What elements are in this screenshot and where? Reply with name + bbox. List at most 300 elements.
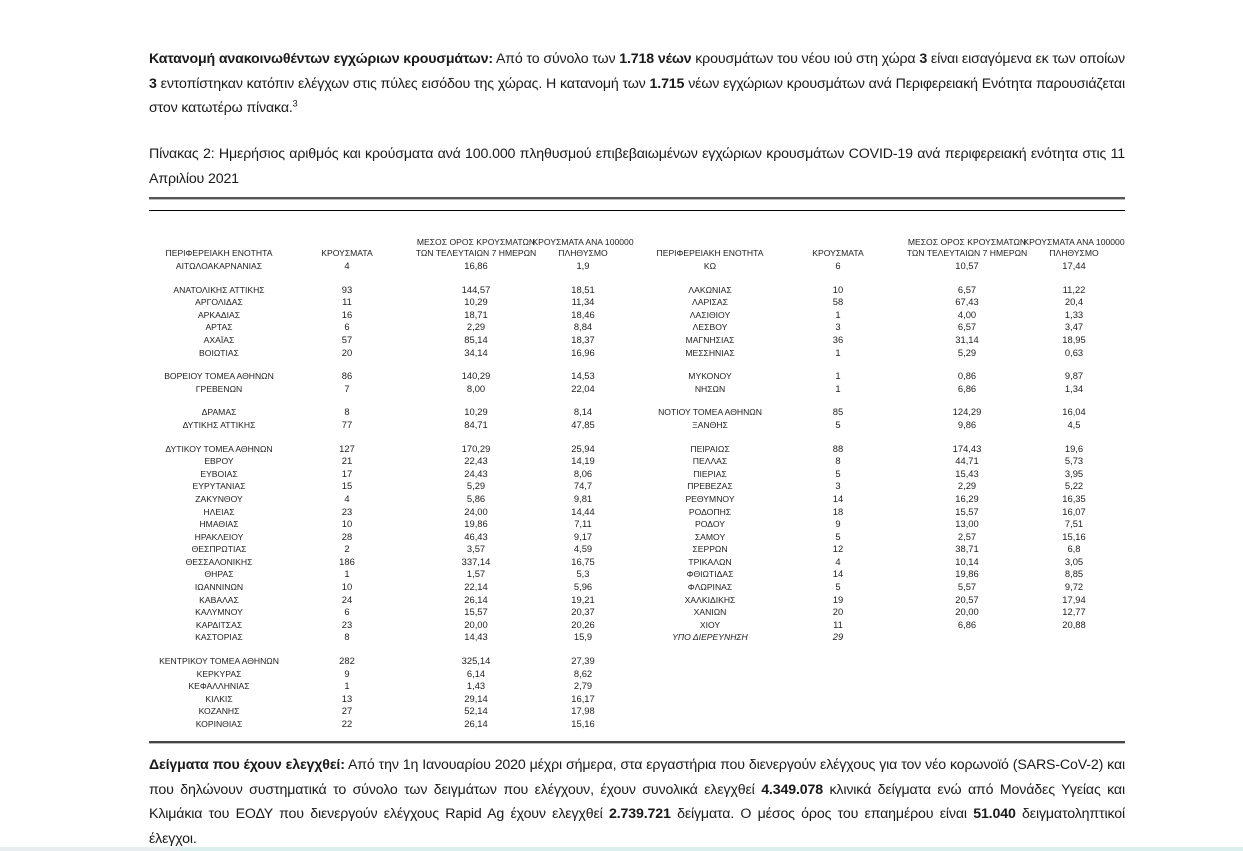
- per100k-cell: 18,37: [571, 333, 595, 345]
- avg7-cell: 9,86: [957, 418, 977, 430]
- cases-cell: 8: [344, 631, 350, 643]
- table-row: [149, 321, 639, 334]
- cases-cell: 22: [341, 718, 353, 729]
- cases-cell: 28: [341, 530, 353, 542]
- per100k-cell: 20,88: [1062, 618, 1086, 630]
- region-cell: ΜΑΓΝΗΣΙΑΣ: [685, 334, 735, 345]
- avg7-cell: 170,29: [461, 442, 491, 454]
- per100k-cell: 9,87: [1064, 370, 1084, 382]
- footnote-marker[interactable]: 3: [292, 98, 298, 109]
- avg7-cell: 6,86: [957, 382, 977, 394]
- table-row: [640, 506, 1126, 519]
- per100k-cell: 8,14: [573, 406, 593, 418]
- cases-cell: 29: [832, 631, 844, 643]
- per100k-cell: 14,53: [571, 370, 595, 382]
- avg7-cell: 24,00: [464, 505, 488, 517]
- region-cell: ΚΕΡΚΥΡΑΣ: [196, 668, 242, 679]
- per100k-cell: 1,34: [1064, 382, 1084, 394]
- cases-cell: 1: [344, 680, 350, 692]
- paragraph-heading: Δείγματα που έχουν ελεγχθεί:: [149, 757, 345, 773]
- table-row: [640, 383, 1126, 396]
- per100k-cell: 5,73: [1064, 455, 1084, 467]
- avg7-cell: 6,57: [957, 283, 977, 295]
- avg7-cell: 31,14: [955, 333, 979, 345]
- cases-cell: 85: [832, 406, 844, 418]
- cases-cell: 6: [344, 321, 350, 333]
- avg7-cell: 52,14: [464, 705, 488, 717]
- per100k-cell: 0,63: [1064, 346, 1084, 358]
- table-top-rule: [149, 197, 1125, 200]
- samples-tested-paragraph: Δείγματα που έχουν ελεγχθεί: Από την 1η Ιανουαρίου 2020 μέχρι σήμερα, στα εργαστήρια που διενεργούν ελέγχους για τον νέο κορωνοϊό (SARS-CoV-2) και που δηλώνουν συστηματικά το σύνολο των δειγμάτων που ελέγχουν, έχουν συνολικά ελεγχθεί 4.349.078 κλινικά δείγματα ενώ από Μονάδες Υγείας και Κλιμάκια του ΕΟΔΥ που διενεργούν ελέγχους Rapid Ag έχουν ελεγχθεί 2.739.721 δείγματα. Ο μέσος όρος του επαημέρου είναι 51.040 δειγματοληπτικοί έλεγχοι.: [149, 757, 1125, 847]
- per100k-cell: 1,9: [576, 260, 590, 271]
- region-cell: ΙΩΑΝΝΙΝΩΝ: [194, 582, 244, 593]
- per100k-cell: 6,8: [1067, 543, 1081, 555]
- avg7-cell: 10,14: [955, 555, 979, 567]
- per100k-cell: 11,34: [571, 296, 595, 308]
- region-cell: ΚΟΖΑΝΗΣ: [198, 706, 240, 717]
- region-cell: ΦΛΩΡΙΝΑΣ: [687, 582, 733, 593]
- avg7-cell: 19,86: [955, 568, 979, 580]
- avg7-cell: 2,29: [957, 480, 977, 492]
- cases-cell: 10: [832, 283, 844, 295]
- per100k-cell: 12,77: [1062, 606, 1086, 618]
- region-cell: ΝΟΤΙΟΥ ΤΟΜΕΑ ΑΘΗΝΩΝ: [658, 407, 762, 418]
- table-row: [149, 693, 639, 706]
- avg7-cell: 2,57: [957, 530, 977, 542]
- table-row: [149, 296, 639, 309]
- per100k-cell: 16,96: [571, 346, 595, 358]
- table-row: [149, 406, 639, 419]
- table-row: [149, 455, 639, 468]
- avg7-cell: 3,57: [466, 543, 486, 555]
- per100k-cell: 19,21: [571, 593, 595, 605]
- table-row: [640, 594, 1126, 607]
- per100k-cell: 20,4: [1064, 296, 1084, 308]
- per100k-cell: 8,62: [573, 667, 593, 679]
- region-cell: ΕΥΡΥΤΑΝΙΑΣ: [192, 481, 246, 492]
- region-cell: ΑΡΚΑΔΙΑΣ: [197, 309, 241, 320]
- region-cell: ΗΡΑΚΛΕΙΟΥ: [194, 531, 244, 542]
- per100k-cell: 8,06: [573, 467, 593, 479]
- table-body-right: [640, 260, 1126, 644]
- cases-cell: 77: [341, 418, 353, 430]
- avg7-cell: 38,71: [955, 543, 979, 555]
- header-cases: ΚΡΟΥΣΜΑΤΑ: [812, 247, 864, 258]
- region-cell: ΛΑΡΙΣΑΣ: [692, 297, 728, 308]
- region-cell: ΚΩ: [703, 261, 717, 271]
- avg7-cell: 6,57: [957, 321, 977, 333]
- table-row: [640, 296, 1126, 309]
- per100k-cell: 15,16: [1062, 530, 1086, 542]
- avg7-cell: 85,14: [464, 333, 488, 345]
- avg7-cell: 84,71: [464, 418, 488, 430]
- cases-cell: 20: [341, 346, 353, 358]
- avg7-cell: 10,29: [464, 406, 488, 418]
- table-row: [149, 506, 639, 519]
- per100k-cell: 3,05: [1064, 555, 1084, 567]
- table-row: [149, 531, 639, 544]
- table-row: [640, 619, 1126, 632]
- cases-cell: 1: [835, 370, 841, 382]
- paragraph-heading: Κατανομή ανακοινωθέντων εγχώριων κρουσμάτων:: [149, 51, 493, 67]
- table-row: [640, 581, 1126, 594]
- table-row: [640, 480, 1126, 493]
- cases-cell: 23: [341, 505, 353, 517]
- per100k-cell: 16,75: [571, 555, 595, 567]
- cases-cell: 57: [341, 333, 353, 345]
- avg7-cell: 10,57: [955, 260, 979, 271]
- per100k-cell: 8,85: [1064, 568, 1084, 580]
- table-row: [640, 531, 1126, 544]
- region-cell: ΧΙΟΥ: [699, 619, 721, 630]
- avg7-cell: 20,00: [464, 618, 488, 630]
- cases-cell: 24: [341, 593, 353, 605]
- cases-cell: 1: [835, 346, 841, 358]
- cases-cell: 58: [832, 296, 844, 308]
- table-row: [149, 556, 639, 569]
- avg7-cell: 10,29: [464, 296, 488, 308]
- avg7-cell: 34,14: [464, 346, 488, 358]
- per100k-cell: 5,96: [573, 581, 593, 593]
- region-cell: ΡΟΔΟΠΗΣ: [688, 506, 732, 517]
- avg7-cell: 20,57: [955, 593, 979, 605]
- table-header-rule: [149, 210, 1125, 211]
- region-cell: ΜΕΣΣΗΝΙΑΣ: [685, 347, 735, 358]
- region-cell: ΑΝΑΤΟΛΙΚΗΣ ΑΤΤΙΚΗΣ: [173, 284, 265, 295]
- per100k-cell: 9,81: [573, 492, 593, 504]
- region-cell: ΧΑΛΚΙΔΙΚΗΣ: [684, 594, 736, 605]
- table-row: [149, 668, 639, 681]
- cases-cell: 8: [835, 455, 841, 467]
- table-header: [149, 222, 639, 260]
- cases-cell: 1: [344, 568, 350, 580]
- table-row: [149, 606, 639, 619]
- region-cell: ΦΘΙΩΤΙΔΑΣ: [686, 569, 734, 580]
- region-cell: ΔΡΑΜΑΣ: [201, 407, 237, 418]
- header-avg7: ΜΕΣΟΣ ΟΡΟΣ ΚΡΟΥΣΜΑΤΩΝ ΤΩΝ ΤΕΛΕΥΤΑΙΩΝ 7 ΗΜΕΡΩΝ: [906, 237, 1028, 258]
- per100k-cell: 11,22: [1062, 283, 1086, 295]
- avg7-cell: 67,43: [955, 296, 979, 308]
- table-caption: Πίνακας 2: Ημερήσιος αριθμός και κρούσματα ανά 100.000 πληθυσμού επιβεβαιωμένων εγχώριων κρουσμάτων COVID-19 ανά περιφερειακή ενότητα στις 11 Απριλίου 2021: [149, 146, 1125, 187]
- region-cell: ΘΗΡΑΣ: [204, 569, 234, 580]
- header-per100k: ΚΡΟΥΣΜΑΤΑ ΑΝΑ 100000 ΠΛΗΘΥΣΜΟ: [1023, 237, 1125, 258]
- table-row: [149, 334, 639, 347]
- region-cell: ΡΟΔΟΥ: [695, 519, 725, 530]
- avg7-cell: 337,14: [461, 555, 491, 567]
- cases-cell: 9: [835, 518, 841, 530]
- avg7-cell: 8,00: [466, 382, 486, 394]
- avg7-cell: 1,43: [466, 680, 486, 692]
- table-row: [640, 443, 1126, 456]
- table-row: [149, 284, 639, 297]
- region-cell: ΑΧΑΪΑΣ: [203, 334, 235, 345]
- table-row: [149, 594, 639, 607]
- table-row: [149, 383, 639, 396]
- region-cell: ΚΕΝΤΡΙΚΟΥ ΤΟΜΕΑ ΑΘΗΝΩΝ: [159, 656, 279, 667]
- cases-cell: 4: [344, 492, 350, 504]
- per100k-cell: 20,37: [571, 606, 595, 618]
- table-row: [640, 334, 1126, 347]
- per100k-cell: 18,95: [1062, 333, 1086, 345]
- table-row: [149, 468, 639, 481]
- header-region: ΠΕΡΙΦΕΡΕΙΑΚΗ ΕΝΟΤΗΤΑ: [165, 247, 273, 258]
- region-cell: ΜΥΚΟΝΟΥ: [688, 371, 732, 382]
- region-cell: ΛΑΚΩΝΙΑΣ: [688, 284, 732, 295]
- avg7-cell: 15,57: [464, 606, 488, 618]
- region-cell: ΑΙΤΩΛΟΑΚΑΡΝΑΝΙΑΣ: [175, 261, 263, 271]
- table-header: [640, 222, 1126, 260]
- table-row: [640, 568, 1126, 581]
- avg7-cell: 15,43: [955, 467, 979, 479]
- table-row: [149, 309, 639, 322]
- region-cell: ΓΡΕΒΕΝΩΝ: [195, 383, 243, 394]
- region-cell: ΕΥΒΟΙΑΣ: [200, 468, 238, 479]
- table-row: [149, 705, 639, 718]
- per100k-cell: 18,46: [571, 308, 595, 320]
- table-row: [149, 493, 639, 506]
- avg7-cell: 1,57: [466, 568, 486, 580]
- table-body-left: [149, 260, 639, 731]
- region-cell: ΚΟΡΙΝΘΙΑΣ: [195, 719, 243, 729]
- cases-cell: 2: [344, 543, 350, 555]
- cases-cell: 5: [835, 581, 841, 593]
- cases-cell: 23: [341, 618, 353, 630]
- avg7-cell: 44,71: [955, 455, 979, 467]
- cases-cell: 282: [339, 655, 355, 667]
- region-cell: ΑΡΤΑΣ: [205, 322, 233, 333]
- region-cell: ΚΕΦΑΛΛΗΝΙΑΣ: [188, 681, 250, 692]
- cases-cell: 17: [341, 467, 353, 479]
- per100k-cell: 17,44: [1062, 260, 1086, 271]
- avg7-cell: 46,43: [464, 530, 488, 542]
- cases-cell: 186: [339, 555, 355, 567]
- table-row: [149, 543, 639, 556]
- cases-cell: 88: [832, 442, 844, 454]
- region-cell: ΚΑΡΔΙΤΣΑΣ: [195, 619, 243, 630]
- table-row: [149, 347, 639, 360]
- cases-cell: 10: [341, 581, 353, 593]
- per100k-cell: 5,3: [576, 568, 590, 580]
- per100k-cell: 3,47: [1064, 321, 1084, 333]
- per100k-cell: 15,16: [571, 718, 595, 729]
- region-cell: ΑΡΓΟΛΙΔΑΣ: [195, 297, 243, 308]
- avg7-cell: 325,14: [461, 655, 491, 667]
- region-cell: ΒΟΡΕΙΟΥ ΤΟΜΕΑ ΑΘΗΝΩΝ: [164, 371, 274, 382]
- avg7-cell: 5,29: [466, 480, 486, 492]
- region-cell: ΡΕΘΥΜΝΟΥ: [685, 493, 735, 504]
- per100k-cell: 5,22: [1064, 480, 1084, 492]
- cases-cell: 21: [341, 455, 353, 467]
- cases-cell: 27: [341, 705, 353, 717]
- region-cell: ΚΑΣΤΟΡΙΑΣ: [195, 632, 243, 643]
- region-cell: ΛΕΣΒΟΥ: [692, 322, 728, 333]
- cases-cell: 15: [341, 480, 353, 492]
- avg7-cell: 26,14: [464, 593, 488, 605]
- region-cell: ΣΕΡΡΩΝ: [692, 544, 728, 555]
- avg7-cell: 5,29: [957, 346, 977, 358]
- table-row: [640, 309, 1126, 322]
- per100k-cell: 27,39: [571, 655, 595, 667]
- cases-cell: 16: [341, 308, 353, 320]
- per100k-cell: 20,26: [571, 618, 595, 630]
- avg7-cell: 19,86: [464, 518, 488, 530]
- avg7-cell: 140,29: [461, 370, 491, 382]
- avg7-cell: 174,43: [952, 442, 982, 454]
- per100k-cell: 22,04: [571, 382, 595, 394]
- per100k-cell: 4,5: [1067, 418, 1081, 430]
- per100k-cell: 25,94: [571, 442, 595, 454]
- avg7-cell: 144,57: [461, 283, 491, 295]
- region-cell: ΧΑΝΙΩΝ: [693, 607, 727, 618]
- cases-cell: 1: [835, 382, 841, 394]
- cases-cell: 6: [344, 606, 350, 618]
- per100k-cell: 17,94: [1062, 593, 1086, 605]
- cases-cell: 3: [835, 321, 841, 333]
- header-cases: ΚΡΟΥΣΜΑΤΑ: [321, 247, 373, 258]
- cases-cell: 19: [832, 593, 844, 605]
- cases-cell: 12: [832, 543, 844, 555]
- regions-table-left: [149, 222, 639, 731]
- cases-cell: 5: [835, 418, 841, 430]
- region-cell: ΠΕΛΛΑΣ: [692, 456, 728, 467]
- region-cell: ΗΛΕΙΑΣ: [203, 506, 235, 517]
- cases-cell: 10: [341, 518, 353, 530]
- per100k-cell: 16,17: [571, 692, 595, 704]
- per100k-cell: 16,35: [1062, 492, 1086, 504]
- table-row: [149, 581, 639, 594]
- table-row: [640, 321, 1126, 334]
- cases-cell: 11: [833, 618, 843, 630]
- cases-cell: 18: [832, 505, 844, 517]
- cases-cell: 93: [341, 283, 353, 295]
- cases-cell: 11: [342, 296, 352, 308]
- cases-cell: 7: [344, 382, 350, 394]
- region-cell: ΘΕΣΠΡΩΤΙΑΣ: [191, 544, 247, 555]
- table-row: [640, 606, 1126, 619]
- per100k-cell: 7,11: [574, 518, 592, 530]
- per100k-cell: 3,95: [1064, 467, 1084, 479]
- region-cell: ΛΑΣΙΘΙΟΥ: [689, 309, 731, 320]
- per100k-cell: 14,44: [571, 505, 595, 517]
- region-cell: ΚΑΛΥΜΝΟΥ: [195, 607, 243, 618]
- per100k-cell: 16,07: [1062, 505, 1086, 517]
- avg7-cell: 15,57: [955, 505, 979, 517]
- avg7-cell: 0,86: [957, 370, 977, 382]
- table-row: [149, 619, 639, 632]
- per100k-cell: 8,84: [573, 321, 593, 333]
- cases-cell: 86: [341, 370, 353, 382]
- per100k-cell: 9,17: [573, 530, 593, 542]
- table-row: [640, 556, 1126, 569]
- per100k-cell: 16,04: [1062, 406, 1086, 418]
- avg7-cell: 22,43: [464, 455, 488, 467]
- cases-cell: 4: [344, 260, 350, 271]
- avg7-cell: 16,86: [464, 260, 488, 271]
- avg7-cell: 124,29: [952, 406, 982, 418]
- region-cell: ΣΑΜΟΥ: [694, 531, 726, 542]
- per100k-cell: 19,6: [1064, 442, 1084, 454]
- per100k-cell: 9,72: [1064, 581, 1084, 593]
- cases-cell: 14: [832, 492, 844, 504]
- table-row: [149, 518, 639, 531]
- per100k-cell: 15,9: [573, 631, 593, 643]
- window-bottom-edge: [0, 847, 1243, 851]
- avg7-cell: 26,14: [464, 718, 488, 729]
- per100k-cell: 14,19: [571, 455, 595, 467]
- avg7-cell: 16,29: [955, 492, 979, 504]
- table-row: [149, 419, 639, 432]
- region-cell: ΞΑΝΘΗΣ: [692, 419, 728, 430]
- per100k-cell: 7,51: [1064, 518, 1084, 530]
- per100k-cell: 4,59: [573, 543, 593, 555]
- region-cell: ΗΜΑΘΙΑΣ: [199, 519, 239, 530]
- region-cell: ΒΟΙΩΤΙΑΣ: [199, 347, 239, 358]
- avg7-cell: 18,71: [464, 308, 488, 320]
- regions-table-right: [640, 222, 1126, 644]
- table-row: [640, 370, 1126, 383]
- table-bottom-rule: [149, 741, 1125, 744]
- table-row: [149, 443, 639, 456]
- avg7-cell: 5,86: [466, 492, 486, 504]
- cases-cell: 6: [835, 260, 841, 271]
- avg7-cell: 13,00: [955, 518, 979, 530]
- avg7-cell: 22,14: [464, 581, 488, 593]
- avg7-cell: 2,29: [466, 321, 486, 333]
- per100k-cell: 1,33: [1064, 308, 1084, 320]
- cases-cell: 13: [341, 692, 353, 704]
- avg7-cell: 6,86: [957, 618, 977, 630]
- region-cell: ΚΙΛΚΙΣ: [205, 693, 233, 704]
- per100k-cell: 47,85: [571, 418, 595, 430]
- table-row: [640, 347, 1126, 360]
- cases-distribution-paragraph: Κατανομή ανακοινωθέντων εγχώριων κρουσμάτων: Από το σύνολο των 1.718 νέων κρουσμάτων του νέου ιού στη χώρα 3 είναι εισαγόμενα εκ των οποίων 3 εντοπίστηκαν κατόπιν ελέγχων στις πύλες εισόδου της χώρας. Η κατανομή των 1.715 νέων εγχώριων κρουσμάτων ανά Περιφερειακή Ενότητα παρουσιάζεται στον κατωτέρω πίνακα.$^3$: [149, 51, 1125, 116]
- table-row: [149, 680, 639, 693]
- header-per100k: ΚΡΟΥΣΜΑΤΑ ΑΝΑ 100000 ΠΛΗΘΥΣΜΟ: [532, 237, 634, 258]
- table-row: [640, 455, 1126, 468]
- cases-cell: 14: [832, 568, 844, 580]
- per100k-cell: 18,51: [571, 283, 595, 295]
- table-row: [149, 568, 639, 581]
- avg7-cell: 14,43: [464, 631, 488, 643]
- table-row: [149, 631, 639, 644]
- table-row: [640, 493, 1126, 506]
- region-cell: ΠΕΙΡΑΙΩΣ: [690, 443, 730, 454]
- cases-cell: 1: [835, 308, 841, 320]
- per100k-cell: 74,7: [573, 480, 593, 492]
- table-row: [149, 480, 639, 493]
- cases-cell: 36: [832, 333, 844, 345]
- avg7-cell: 20,00: [955, 606, 979, 618]
- region-cell: ΠΙΕΡΙΑΣ: [693, 468, 727, 479]
- table-row: [149, 718, 639, 731]
- cases-cell: 9: [344, 667, 350, 679]
- table-row: [640, 631, 1126, 644]
- table-row: [640, 419, 1126, 432]
- avg7-cell: 4,00: [957, 308, 977, 320]
- cases-cell: 3: [835, 480, 841, 492]
- table-row: [640, 260, 1126, 273]
- region-cell: ΝΗΣΩΝ: [694, 383, 726, 394]
- table-row: [640, 468, 1126, 481]
- header-region: ΠΕΡΙΦΕΡΕΙΑΚΗ ΕΝΟΤΗΤΑ: [656, 247, 764, 258]
- header-avg7: ΜΕΣΟΣ ΟΡΟΣ ΚΡΟΥΣΜΑΤΩΝ ΤΩΝ ΤΕΛΕΥΤΑΙΩΝ 7 ΗΜΕΡΩΝ: [415, 237, 537, 258]
- region-cell: ΚΑΒΑΛΑΣ: [199, 594, 239, 605]
- cases-cell: 5: [835, 530, 841, 542]
- table-row: [640, 284, 1126, 297]
- table-row: [640, 518, 1126, 531]
- table-row: [149, 370, 639, 383]
- avg7-cell: 29,14: [464, 692, 488, 704]
